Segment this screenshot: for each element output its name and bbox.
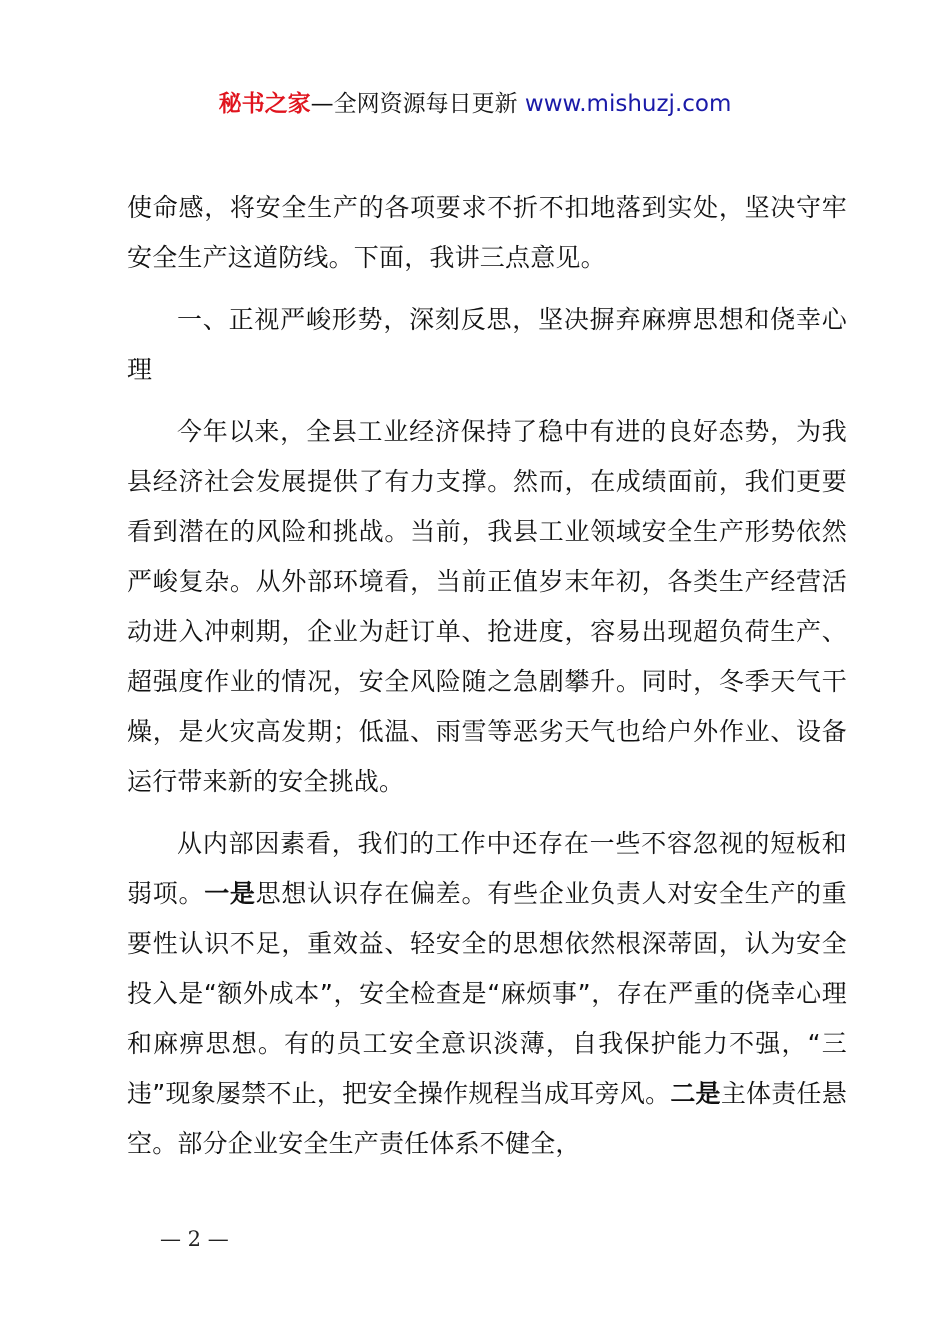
bold-point-1: 一是 xyxy=(204,879,256,908)
paragraph-text: 主体责任悬空。部分企业安全生产责任体系不健全， xyxy=(127,1079,847,1158)
section-heading-1: 一、正视严峻形势，深刻反思，坚决摒弃麻痹思想和侥幸心理 xyxy=(127,305,847,384)
paragraph-situation: 今年以来，全县工业经济保持了稳中有进的良好态势，为我县经济社会发展提供了有力支撑。然而，在成绩面前，我们更要看到潜在的风险和挑战。当前，我县工业领域安全生产形势依然严峻复杂。从外部环境看，当前正值岁末年初，各类生产经营活动进入冲刺期，企业为赶订单、抢进度，容易出现超负荷生产、超强度作业的情况，安全风险随之急剧攀升。同时，冬季天气干燥，是火灾高发期；低温、雨雪等恶劣天气也给户外作业、设备运行带来新的安全挑战。 xyxy=(127,417,847,796)
paragraph-intro: 使命感，将安全生产的各项要求不折不扣地落到实处，坚决守牢安全生产这道防线。下面，我讲三点意见。 xyxy=(127,193,847,272)
bold-point-2: 二是 xyxy=(670,1079,721,1108)
site-header xyxy=(0,88,950,120)
header-tagline: —全网资源每日更新 xyxy=(310,91,525,117)
paragraph-text: 从内部因素看，我们的工作中还存在一些不容忽视的短板和弱项。 xyxy=(127,829,847,908)
paragraph-text: 思想认识存在偏差。有些企业负责人对安全生产的重要性认识不足，重效益、轻安全的思想依然根深蒂固，认为安全投入是“额外成本”，安全检查是“麻烦事”，存在严重的侥幸心理和麻痹思想。有的员工安全意识淡薄，自我保护能力不强，“三违”现象屡禁不止，把安全操作规程当成耳旁风。 xyxy=(127,879,847,1108)
paragraph-internal-factors xyxy=(127,819,847,1169)
site-url-link[interactable]: www.mishuzj.com xyxy=(524,91,732,117)
document-body xyxy=(127,183,847,1181)
brand-name: 秘书之家 xyxy=(218,91,311,117)
page-number: — 2 — xyxy=(160,1227,229,1251)
